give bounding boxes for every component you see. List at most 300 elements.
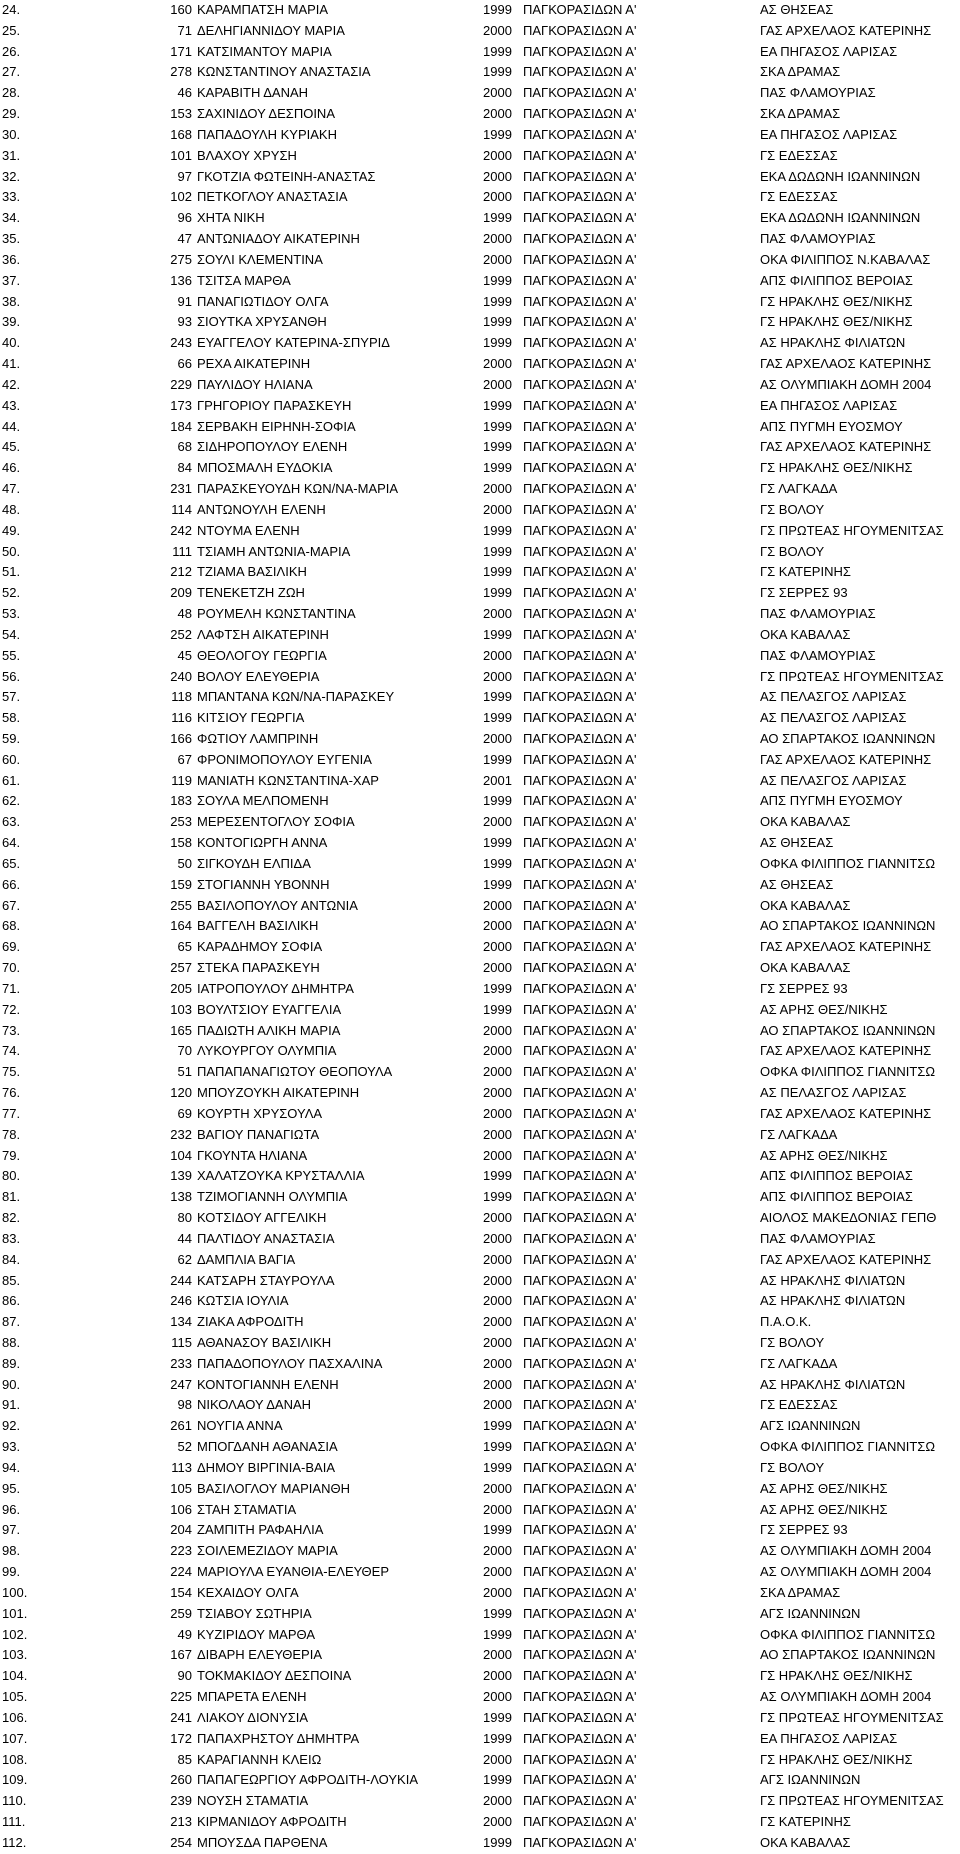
- birth-year-cell: 2000: [483, 1272, 512, 1288]
- athlete-name-cell: ΠΕΤΚΟΓΛΟΥ ΑΝΑΣΤΑΣΙΑ: [197, 189, 348, 205]
- birth-year-cell: 2000: [483, 356, 512, 372]
- category-cell: ΠΑΓΚΟΡΑΣΙΔΩΝ Α': [523, 460, 637, 476]
- table-row: [0, 687, 960, 708]
- category-cell: ΠΑΓΚΟΡΑΣΙΔΩΝ Α': [523, 564, 637, 580]
- bib-number-cell: 173: [170, 397, 192, 413]
- category-cell: ΠΑΓΚΟΡΑΣΙΔΩΝ Α': [523, 64, 637, 80]
- bib-number-cell: 171: [170, 43, 192, 59]
- athlete-name-cell: ΡΕΧΑ ΑΙΚΑΤΕΡΙΝΗ: [197, 356, 311, 372]
- birth-year-cell: 2001: [483, 772, 512, 788]
- birth-year-cell: 1999: [483, 855, 512, 871]
- athlete-name-cell: ΔΙΒΑΡΗ ΕΛΕΥΘΕΡΙΑ: [197, 1647, 323, 1663]
- bib-number-cell: 275: [170, 251, 192, 267]
- table-row: [0, 1250, 960, 1271]
- birth-year-cell: 2000: [483, 168, 512, 184]
- club-cell: ΓΣ ΣΕΡΡΕΣ 93: [760, 1522, 848, 1538]
- club-cell: ΟΦΚΑ ΦΙΛΙΠΠΟΣ ΓΙΑΝΝΙΤΣΩ: [760, 1439, 936, 1455]
- category-cell: ΠΑΓΚΟΡΑΣΙΔΩΝ Α': [523, 1293, 637, 1309]
- athlete-name-cell: ΔΑΜΠΛΙΑ ΒΑΓΙΑ: [197, 1251, 296, 1267]
- rank-cell: 71.: [2, 980, 21, 996]
- athlete-name-cell: ΑΝΤΩΝΟΥΛΗ ΕΛΕΝΗ: [197, 501, 326, 517]
- category-cell: ΠΑΓΚΟΡΑΣΙΔΩΝ Α': [523, 1459, 637, 1475]
- club-cell: ΓΣ ΒΟΛΟΥ: [760, 1335, 825, 1350]
- birth-year-cell: 1999: [483, 1001, 512, 1017]
- athlete-name-cell: ΔΕΛΗΓΙΑΝΝΙΔΟΥ ΜΑΡΙΑ: [197, 22, 345, 38]
- category-cell: ΠΑΓΚΟΡΑΣΙΔΩΝ Α': [523, 855, 637, 871]
- club-cell: ΑΣ ΘΗΣΕΑΣ: [760, 876, 834, 892]
- club-cell: ΑΣ ΗΡΑΚΛΗΣ ΦΙΛΙΑΤΩΝ: [760, 1272, 906, 1288]
- athlete-name-cell: ΣΙΟΥΤΚΑ ΧΡΥΣΑΝΘΗ: [197, 314, 327, 330]
- rank-cell: 74.: [2, 1043, 21, 1059]
- rank-cell: 53.: [2, 606, 21, 622]
- birth-year-cell: 1999: [483, 626, 512, 642]
- birth-year-cell: 1999: [483, 1418, 512, 1434]
- table-row: [0, 354, 960, 375]
- club-cell: ΑΣ ΠΕΛΑΣΓΟΣ ΛΑΡΙΣΑΣ: [760, 1085, 907, 1101]
- athlete-name-cell: ΜΠΟΣΜΑΛΗ ΕΥΔΟΚΙΑ: [197, 460, 333, 476]
- category-cell: ΠΑΓΚΟΡΑΣΙΔΩΝ Α': [523, 356, 637, 372]
- club-cell: ΓΣ ΕΔΕΣΣΑΣ: [760, 147, 838, 163]
- club-cell: ΓΑΣ ΑΡΧΕΛΑΟΣ ΚΑΤΕΡΙΝΗΣ: [760, 1043, 932, 1059]
- category-cell: ΠΑΓΚΟΡΑΣΙΔΩΝ Α': [523, 1751, 637, 1767]
- rank-cell: 107.: [2, 1730, 28, 1746]
- bib-number-cell: 45: [177, 647, 192, 663]
- birth-year-cell: 1999: [483, 522, 512, 538]
- rank-cell: 54.: [2, 626, 21, 642]
- athlete-name-cell: ΖΙΑΚΑ ΑΦΡΟΔΙΤΗ: [197, 1314, 304, 1330]
- birth-year-cell: 1999: [483, 876, 512, 892]
- table-row: [0, 604, 960, 625]
- birth-year-cell: 2000: [483, 481, 512, 497]
- club-cell: ΑΣ ΟΛΥΜΠΙΑΚΗ ΔΟΜΗ 2004: [760, 1564, 932, 1580]
- birth-year-cell: 1999: [483, 1772, 512, 1788]
- athlete-name-cell: ΒΟΥΛΤΣΙΟΥ ΕΥΑΓΓΕΛΙΑ: [197, 1001, 342, 1017]
- bib-number-cell: 166: [170, 730, 192, 746]
- table-row: [0, 1583, 960, 1604]
- birth-year-cell: 2000: [483, 1355, 512, 1371]
- club-cell: ΓΣ ΗΡΑΚΛΗΣ ΘΕΣ/ΝΙΚΗΣ: [760, 293, 913, 309]
- table-row: [0, 583, 960, 604]
- birth-year-cell: 1999: [483, 1189, 512, 1205]
- bib-number-cell: 255: [170, 897, 192, 913]
- birth-year-cell: 2000: [483, 1230, 512, 1246]
- bib-number-cell: 69: [177, 1105, 192, 1121]
- bib-number-cell: 259: [170, 1605, 192, 1621]
- birth-year-cell: 2000: [483, 189, 512, 205]
- birth-year-cell: 1999: [483, 314, 512, 330]
- athlete-name-cell: ΠΑΔΙΩΤΗ ΑΛΙΚΗ ΜΑΡΙΑ: [197, 1022, 341, 1038]
- bib-number-cell: 253: [170, 814, 192, 830]
- birth-year-cell: 2000: [483, 918, 512, 934]
- bib-number-cell: 184: [170, 418, 192, 434]
- bib-number-cell: 101: [170, 147, 192, 163]
- category-cell: ΠΑΓΚΟΡΑΣΙΔΩΝ Α': [523, 439, 637, 455]
- birth-year-cell: 2000: [483, 1668, 512, 1684]
- birth-year-cell: 1999: [483, 126, 512, 142]
- bib-number-cell: 47: [177, 231, 192, 247]
- category-cell: ΠΑΓΚΟΡΑΣΙΔΩΝ Α': [523, 1564, 637, 1580]
- category-cell: ΠΑΓΚΟΡΑΣΙΔΩΝ Α': [523, 1064, 637, 1080]
- category-cell: ΠΑΓΚΟΡΑΣΙΔΩΝ Α': [523, 939, 637, 955]
- birth-year-cell: 2000: [483, 1126, 512, 1142]
- table-row: [0, 104, 960, 125]
- rank-cell: 94.: [2, 1459, 21, 1475]
- birth-year-cell: 2000: [483, 231, 512, 247]
- bib-number-cell: 105: [170, 1480, 192, 1496]
- birth-year-cell: 1999: [483, 835, 512, 851]
- athlete-name-cell: ΛΑΦΤΣΗ ΑΙΚΑΤΕΡΙΝΗ: [197, 626, 329, 642]
- athlete-name-cell: ΜΠΟΓΔΑΝΗ ΑΘΑΝΑΣΙΑ: [197, 1439, 338, 1455]
- club-cell: ΑΣ ΠΕΛΑΣΓΟΣ ΛΑΡΙΣΑΣ: [760, 689, 907, 705]
- athlete-name-cell: ΖΑΜΠΙΤΗ ΡΑΦΑΗΛΙΑ: [197, 1522, 324, 1538]
- birth-year-cell: 2000: [483, 1314, 512, 1330]
- athlete-name-cell: ΘΕΟΛΟΓΟΥ ΓΕΩΡΓΙΑ: [197, 647, 327, 663]
- club-cell: ΣΚΑ ΔΡΑΜΑΣ: [760, 106, 841, 122]
- birth-year-cell: 2000: [483, 1251, 512, 1267]
- table-row: [0, 333, 960, 354]
- rank-cell: 79.: [2, 1147, 21, 1163]
- rank-cell: 24.: [2, 2, 21, 17]
- birth-year-cell: 2000: [483, 106, 512, 122]
- table-row: [0, 271, 960, 292]
- category-cell: ΠΑΓΚΟΡΑΣΙΔΩΝ Α': [523, 1793, 637, 1809]
- birth-year-cell: 2000: [483, 1376, 512, 1392]
- birth-year-cell: 2000: [483, 1751, 512, 1767]
- club-cell: ΓΑΣ ΑΡΧΕΛΑΟΣ ΚΑΤΕΡΙΝΗΣ: [760, 1251, 932, 1267]
- bib-number-cell: 244: [170, 1272, 192, 1288]
- bib-number-cell: 224: [170, 1564, 192, 1580]
- athlete-name-cell: ΒΑΣΙΛΟΓΛΟΥ ΜΑΡΙΑΝΘΗ: [197, 1480, 350, 1496]
- athlete-name-cell: ΠΑΠΑΓΕΩΡΓΙΟΥ ΑΦΡΟΔΙΤΗ-ΛΟΥΚΙΑ: [197, 1772, 418, 1788]
- bib-number-cell: 98: [177, 1397, 192, 1413]
- birth-year-cell: 1999: [483, 64, 512, 80]
- category-cell: ΠΑΓΚΟΡΑΣΙΔΩΝ Α': [523, 1814, 637, 1830]
- bib-number-cell: 49: [177, 1626, 192, 1642]
- club-cell: ΠΑΣ ΦΛΑΜΟΥΡΙΑΣ: [760, 1230, 876, 1246]
- bib-number-cell: 254: [170, 1834, 192, 1850]
- category-cell: ΠΑΓΚΟΡΑΣΙΔΩΝ Α': [523, 22, 637, 38]
- athlete-name-cell: ΡΟΥΜΕΛΗ ΚΩΝΣΤΑΝΤΙΝΑ: [197, 606, 356, 622]
- rank-cell: 34.: [2, 210, 21, 226]
- birth-year-cell: 2000: [483, 939, 512, 955]
- bib-number-cell: 66: [177, 356, 192, 372]
- category-cell: ΠΑΓΚΟΡΑΣΙΔΩΝ Α': [523, 85, 637, 101]
- club-cell: ΣΚΑ ΔΡΑΜΑΣ: [760, 1584, 841, 1600]
- rank-cell: 58.: [2, 710, 21, 726]
- category-cell: ΠΑΓΚΟΡΑΣΙΔΩΝ Α': [523, 647, 637, 663]
- athlete-name-cell: ΝΟΥΣΗ ΣΤΑΜΑΤΙΑ: [197, 1793, 309, 1809]
- club-cell: ΑΣ ΑΡΗΣ ΘΕΣ/ΝΙΚΗΣ: [760, 1001, 888, 1017]
- club-cell: ΑΠΣ ΦΙΛΙΠΠΟΣ ΒΕΡΟΙΑΣ: [760, 272, 913, 288]
- bib-number-cell: 243: [170, 335, 192, 351]
- bib-number-cell: 103: [170, 1001, 192, 1017]
- table-row: [0, 1208, 960, 1229]
- birth-year-cell: 2000: [483, 897, 512, 913]
- athlete-name-cell: ΠΑΥΛΙΔΟΥ ΗΛΙΑΝΑ: [197, 376, 313, 392]
- bib-number-cell: 212: [170, 564, 192, 580]
- athlete-name-cell: ΣΕΡΒΑΚΗ ΕΙΡΗΝΗ-ΣΟΦΙΑ: [197, 418, 356, 434]
- rank-cell: 68.: [2, 918, 21, 934]
- birth-year-cell: 1999: [483, 793, 512, 809]
- table-row: [0, 1458, 960, 1479]
- bib-number-cell: 97: [177, 168, 192, 184]
- rank-cell: 66.: [2, 876, 21, 892]
- category-cell: ΠΑΓΚΟΡΑΣΙΔΩΝ Α': [523, 897, 637, 913]
- club-cell: ΓΣ ΗΡΑΚΛΗΣ ΘΕΣ/ΝΙΚΗΣ: [760, 314, 913, 330]
- bib-number-cell: 154: [170, 1584, 192, 1600]
- bib-number-cell: 241: [170, 1709, 192, 1725]
- table-row: [0, 1645, 960, 1666]
- club-cell: ΓΣ ΗΡΑΚΛΗΣ ΘΕΣ/ΝΙΚΗΣ: [760, 460, 913, 476]
- rank-cell: 65.: [2, 855, 21, 871]
- athlete-name-cell: ΦΡΟΝΙΜΟΠΟΥΛΟΥ ΕΥΓΕΝΙΑ: [197, 751, 372, 767]
- category-cell: ΠΑΓΚΟΡΑΣΙΔΩΝ Α': [523, 1272, 637, 1288]
- birth-year-cell: 1999: [483, 210, 512, 226]
- athlete-name-cell: ΣΙΔΗΡΟΠΟΥΛΟΥ ΕΛΕΝΗ: [197, 439, 348, 455]
- rank-cell: 36.: [2, 251, 21, 267]
- club-cell: ΟΚΑ ΚΑΒΑΛΑΣ: [760, 897, 851, 913]
- club-cell: ΓΣ ΛΑΓΚΑΔΑ: [760, 1355, 838, 1371]
- table-row: [0, 396, 960, 417]
- athlete-name-cell: ΔΗΜΟΥ ΒΙΡΓΙΝΙΑ-ΒΑΙΑ: [197, 1459, 335, 1475]
- table-row: [0, 146, 960, 167]
- table-row: [0, 1187, 960, 1208]
- athlete-name-cell: ΜΠΟΥΖΟΥΚΗ ΑΙΚΑΤΕΡΙΝΗ: [197, 1085, 360, 1101]
- birth-year-cell: 1999: [483, 1459, 512, 1475]
- athlete-name-cell: ΒΑΓΓΕΛΗ ΒΑΣΙΛΙΚΗ: [197, 918, 319, 934]
- category-cell: ΠΑΓΚΟΡΑΣΙΔΩΝ Α': [523, 1189, 637, 1205]
- category-cell: ΠΑΓΚΟΡΑΣΙΔΩΝ Α': [523, 501, 637, 517]
- table-row: [0, 1541, 960, 1562]
- table-row: [0, 1291, 960, 1312]
- table-row: [0, 1021, 960, 1042]
- rank-cell: 26.: [2, 43, 21, 59]
- bib-number-cell: 225: [170, 1689, 192, 1705]
- category-cell: ΠΑΓΚΟΡΑΣΙΔΩΝ Α': [523, 418, 637, 434]
- birth-year-cell: 1999: [483, 689, 512, 705]
- athlete-name-cell: ΓΚΟΤΖΙΑ ΦΩΤΕΙΝΗ-ΑΝΑΣΤΑΣ: [197, 168, 376, 184]
- bib-number-cell: 246: [170, 1293, 192, 1309]
- table-row: [0, 417, 960, 438]
- birth-year-cell: 2000: [483, 251, 512, 267]
- birth-year-cell: 2000: [483, 1689, 512, 1705]
- table-row: [0, 1708, 960, 1729]
- rank-cell: 35.: [2, 231, 21, 247]
- athlete-name-cell: ΦΩΤΙΟΥ ΛΑΜΠΡΙΝΗ: [197, 730, 319, 746]
- bib-number-cell: 90: [177, 1668, 192, 1684]
- rank-cell: 85.: [2, 1272, 21, 1288]
- table-row: [0, 812, 960, 833]
- birth-year-cell: 1999: [483, 564, 512, 580]
- bib-number-cell: 172: [170, 1730, 192, 1746]
- bib-number-cell: 213: [170, 1814, 192, 1830]
- rank-cell: 52.: [2, 585, 21, 601]
- bib-number-cell: 209: [170, 585, 192, 601]
- table-row: [0, 1479, 960, 1500]
- category-cell: ΠΑΓΚΟΡΑΣΙΔΩΝ Α': [523, 1626, 637, 1642]
- category-cell: ΠΑΓΚΟΡΑΣΙΔΩΝ Α': [523, 793, 637, 809]
- birth-year-cell: 2000: [483, 730, 512, 746]
- rank-cell: 91.: [2, 1397, 21, 1413]
- club-cell: ΑΣ ΗΡΑΚΛΗΣ ΦΙΛΙΑΤΩΝ: [760, 1293, 906, 1309]
- category-cell: ΠΑΓΚΟΡΑΣΙΔΩΝ Α': [523, 481, 637, 497]
- club-cell: ΕΑ ΠΗΓΑΣΟΣ ΛΑΡΙΣΑΣ: [760, 1730, 898, 1746]
- table-row: [0, 1687, 960, 1708]
- birth-year-cell: 1999: [483, 1439, 512, 1455]
- category-cell: ΠΑΓΚΟΡΑΣΙΔΩΝ Α': [523, 1251, 637, 1267]
- club-cell: ΓΣ ΠΡΩΤΕΑΣ ΗΓΟΥΜΕΝΙΤΣΑΣ: [760, 1709, 944, 1725]
- birth-year-cell: 2000: [483, 1210, 512, 1226]
- club-cell: ΓΣ ΒΟΛΟΥ: [760, 1459, 825, 1475]
- bib-number-cell: 167: [170, 1647, 192, 1663]
- athlete-name-cell: ΛΥΚΟΥΡΓΟΥ ΟΛΥΜΠΙΑ: [197, 1043, 337, 1059]
- rank-cell: 72.: [2, 1001, 21, 1017]
- club-cell: ΑΣ ΑΡΗΣ ΘΕΣ/ΝΙΚΗΣ: [760, 1501, 888, 1517]
- athlete-name-cell: ΜΕΡΕΣΕΝΤΟΓΛΟΥ ΣΟΦΙΑ: [197, 814, 355, 830]
- rank-cell: 43.: [2, 397, 21, 413]
- category-cell: ΠΑΓΚΟΡΑΣΙΔΩΝ Α': [523, 1001, 637, 1017]
- birth-year-cell: 2000: [483, 1501, 512, 1517]
- club-cell: ΕΑ ΠΗΓΑΣΟΣ ΛΑΡΙΣΑΣ: [760, 397, 898, 413]
- athlete-name-cell: ΚΟΤΣΙΔΟΥ ΑΓΓΕΛΙΚΗ: [197, 1210, 327, 1226]
- category-cell: ΠΑΓΚΟΡΑΣΙΔΩΝ Α': [523, 1022, 637, 1038]
- athlete-name-cell: ΑΘΑΝΑΣΟΥ ΒΑΣΙΛΙΚΗ: [197, 1335, 332, 1350]
- category-cell: ΠΑΓΚΟΡΑΣΙΔΩΝ Α': [523, 814, 637, 830]
- birth-year-cell: 1999: [483, 43, 512, 59]
- rank-cell: 99.: [2, 1564, 21, 1580]
- category-cell: ΠΑΓΚΟΡΑΣΙΔΩΝ Α': [523, 1668, 637, 1684]
- category-cell: ΠΑΓΚΟΡΑΣΙΔΩΝ Α': [523, 314, 637, 330]
- athlete-name-cell: ΤΟΚΜΑΚΙΔΟΥ ΔΕΣΠΟΙΝΑ: [197, 1668, 352, 1684]
- athlete-name-cell: ΣΤΟΓΙΑΝΝΗ ΥΒΟΝΝΗ: [197, 876, 330, 892]
- category-cell: ΠΑΓΚΟΡΑΣΙΔΩΝ Α': [523, 1584, 637, 1600]
- athlete-name-cell: ΠΑΡΑΣΚΕΥΟΥΔΗ ΚΩΝ/ΝΑ-ΜΑΡΙΑ: [197, 481, 399, 497]
- birth-year-cell: 2000: [483, 1022, 512, 1038]
- athlete-name-cell: ΣΑΧΙΝΙΔΟΥ ΔΕΣΠΟΙΝΑ: [197, 106, 335, 122]
- rank-cell: 109.: [2, 1772, 28, 1788]
- club-cell: ΠΑΣ ΦΛΑΜΟΥΡΙΑΣ: [760, 606, 876, 622]
- birth-year-cell: 1999: [483, 293, 512, 309]
- rank-cell: 32.: [2, 168, 21, 184]
- athlete-name-cell: ΚΑΡΑΔΗΜΟΥ ΣΟΦΙΑ: [197, 939, 323, 955]
- table-row: [0, 1520, 960, 1541]
- club-cell: ΓΣ ΚΑΤΕΡΙΝΗΣ: [760, 564, 851, 580]
- club-cell: ΑΣ ΟΛΥΜΠΙΑΚΗ ΔΟΜΗ 2004: [760, 376, 932, 392]
- bib-number-cell: 104: [170, 1147, 192, 1163]
- birth-year-cell: 2000: [483, 1335, 512, 1350]
- rank-cell: 77.: [2, 1105, 21, 1121]
- birth-year-cell: 2000: [483, 606, 512, 622]
- club-cell: ΑΓΣ ΙΩΑΝΝΙΝΩΝ: [760, 1772, 861, 1788]
- athlete-name-cell: ΣΙΓΚΟΥΔΗ ΕΛΠΙΔΑ: [197, 855, 311, 871]
- bib-number-cell: 278: [170, 64, 192, 80]
- club-cell: ΟΚΑ ΚΑΒΑΛΑΣ: [760, 626, 851, 642]
- bib-number-cell: 114: [171, 501, 192, 517]
- bib-number-cell: 44: [177, 1230, 192, 1246]
- birth-year-cell: 2000: [483, 1543, 512, 1559]
- athlete-name-cell: ΚΑΡΑΓΙΑΝΝΗ ΚΛΕΙΩ: [197, 1751, 322, 1767]
- category-cell: ΠΑΓΚΟΡΑΣΙΔΩΝ Α': [523, 1709, 637, 1725]
- athlete-name-cell: ΣΟΥΛΙ ΚΛΕΜΕΝΤΙΝΑ: [197, 251, 323, 267]
- birth-year-cell: 2000: [483, 1105, 512, 1121]
- birth-year-cell: 1999: [483, 1730, 512, 1746]
- table-row: [0, 500, 960, 521]
- table-row: [0, 292, 960, 313]
- club-cell: ΑΣ ΟΛΥΜΠΙΑΚΗ ΔΟΜΗ 2004: [760, 1543, 932, 1559]
- table-row: [0, 542, 960, 563]
- birth-year-cell: 1999: [483, 585, 512, 601]
- athlete-name-cell: ΠΑΠΑΧΡΗΣΤΟΥ ΔΗΜΗΤΡΑ: [197, 1730, 360, 1746]
- bib-number-cell: 70: [177, 1043, 192, 1059]
- table-row: [0, 1104, 960, 1125]
- category-cell: ΠΑΓΚΟΡΑΣΙΔΩΝ Α': [523, 1397, 637, 1413]
- bib-number-cell: 116: [171, 710, 192, 726]
- birth-year-cell: 1999: [483, 980, 512, 996]
- rank-cell: 97.: [2, 1522, 21, 1538]
- bib-number-cell: 257: [170, 960, 192, 976]
- rank-cell: 29.: [2, 106, 21, 122]
- rank-cell: 95.: [2, 1480, 21, 1496]
- rank-cell: 25.: [2, 22, 21, 38]
- rank-cell: 81.: [2, 1189, 21, 1205]
- birth-year-cell: 2000: [483, 1814, 512, 1830]
- rank-cell: 61.: [2, 772, 21, 788]
- bib-number-cell: 231: [170, 481, 192, 497]
- table-row: [0, 896, 960, 917]
- athlete-name-cell: ΠΑΠΑΔΟΥΛΗ ΚΥΡΙΑΚΗ: [197, 126, 337, 142]
- club-cell: ΕΚΑ ΔΩΔΩΝΗ ΙΩΑΝΝΙΝΩΝ: [760, 168, 921, 184]
- bib-number-cell: 252: [170, 626, 192, 642]
- rank-cell: 37.: [2, 272, 21, 288]
- category-cell: ΠΑΓΚΟΡΑΣΙΔΩΝ Α': [523, 980, 637, 996]
- bib-number-cell: 159: [170, 876, 192, 892]
- table-row: [0, 729, 960, 750]
- birth-year-cell: 2000: [483, 814, 512, 830]
- athlete-name-cell: ΤΣΙΑΜΗ ΑΝΤΩΝΙΑ-ΜΑΡΙΑ: [197, 543, 351, 559]
- bib-number-cell: 183: [170, 793, 192, 809]
- category-cell: ΠΑΓΚΟΡΑΣΙΔΩΝ Α': [523, 1772, 637, 1788]
- rank-cell: 40.: [2, 335, 21, 351]
- athlete-name-cell: ΝΤΟΥΜΑ ΕΛΕΝΗ: [197, 522, 300, 538]
- category-cell: ΠΑΓΚΟΡΑΣΙΔΩΝ Α': [523, 1605, 637, 1621]
- category-cell: ΠΑΓΚΟΡΑΣΙΔΩΝ Α': [523, 1418, 637, 1434]
- table-row: [0, 479, 960, 500]
- rank-cell: 69.: [2, 939, 21, 955]
- category-cell: ΠΑΓΚΟΡΑΣΙΔΩΝ Α': [523, 835, 637, 851]
- club-cell: ΓΣ ΕΔΕΣΣΑΣ: [760, 1397, 838, 1413]
- athlete-name-cell: ΤΖΙΑΜΑ ΒΑΣΙΛΙΚΗ: [197, 564, 307, 580]
- athlete-name-cell: ΧΑΛΑΤΖΟΥΚΑ ΚΡΥΣΤΑΛΛΙΑ: [197, 1168, 365, 1184]
- club-cell: ΑΣ ΑΡΗΣ ΘΕΣ/ΝΙΚΗΣ: [760, 1480, 888, 1496]
- rank-cell: 89.: [2, 1355, 21, 1371]
- athlete-name-cell: ΓΡΗΓΟΡΙΟΥ ΠΑΡΑΣΚΕΥΗ: [197, 397, 352, 413]
- category-cell: ΠΑΓΚΟΡΑΣΙΔΩΝ Α': [523, 272, 637, 288]
- rank-cell: 102.: [2, 1626, 28, 1642]
- athlete-name-cell: ΤΣΙΤΣΑ ΜΑΡΘΑ: [197, 272, 291, 288]
- birth-year-cell: 1999: [483, 335, 512, 351]
- athlete-name-cell: ΚΩΤΣΙΑ ΙΟΥΛΙΑ: [197, 1293, 289, 1309]
- club-cell: ΓΑΣ ΑΡΧΕΛΑΟΣ ΚΑΤΕΡΙΝΗΣ: [760, 1105, 932, 1121]
- rank-cell: 38.: [2, 293, 21, 309]
- athlete-name-cell: ΠΑΝΑΓΙΩΤΙΔΟΥ ΟΛΓΑ: [197, 293, 329, 309]
- athlete-name-cell: ΝΙΚΟΛΑΟΥ ΔΑΝΑΗ: [197, 1397, 312, 1413]
- rank-cell: 44.: [2, 418, 21, 434]
- bib-number-cell: 261: [170, 1418, 192, 1434]
- club-cell: ΑΣ ΟΛΥΜΠΙΑΚΗ ΔΟΜΗ 2004: [760, 1689, 932, 1705]
- athlete-name-cell: ΣΟΙΛΕΜΕΖΙΔΟΥ ΜΑΡΙΑ: [197, 1543, 338, 1559]
- athlete-name-cell: ΣΤΑΗ ΣΤΑΜΑΤΙΑ: [197, 1501, 297, 1517]
- birth-year-cell: 1999: [483, 418, 512, 434]
